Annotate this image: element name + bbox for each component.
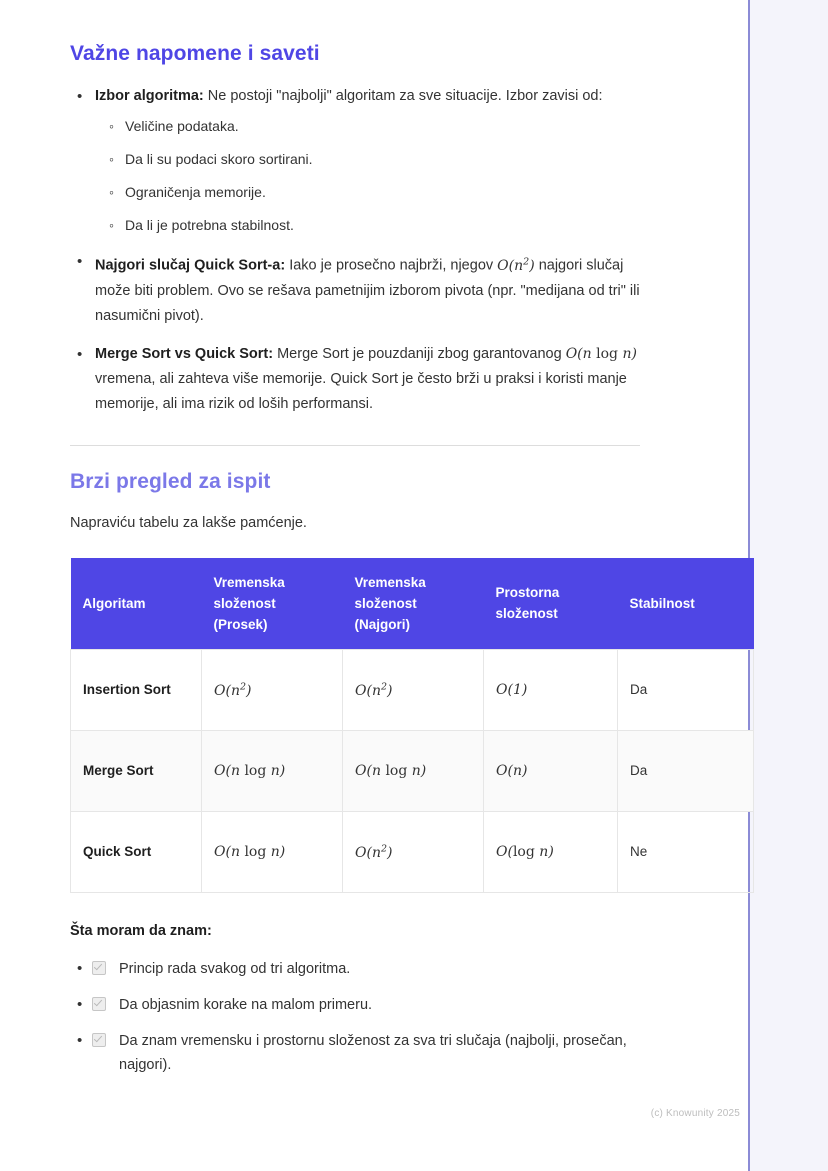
checkbox-icon[interactable] xyxy=(92,961,106,975)
notes-list xyxy=(70,84,640,417)
complexity-formula: O(n log n) xyxy=(565,345,637,362)
must-know-text: Princip rada svakog od tri algoritma. xyxy=(119,960,351,977)
note-lead: Merge Sort vs Quick Sort: xyxy=(95,345,274,362)
list-item xyxy=(92,342,640,417)
section-divider xyxy=(70,445,640,446)
table-row xyxy=(71,730,754,811)
list-item: ◦ Veličine podataka. xyxy=(125,115,640,137)
list-item: ◦ Ograničenja memorije. xyxy=(125,181,640,203)
note-text-before: Iako je prosečno najbrži, njegov xyxy=(285,257,498,274)
right-margin-strip xyxy=(748,0,828,1171)
cell-avg-time: O(n log n) xyxy=(202,730,343,811)
list-item: ◦ Da li je potrebna stabilnost. xyxy=(125,214,640,236)
cell-algorithm: Quick Sort xyxy=(71,811,202,892)
list-item xyxy=(92,84,640,236)
cell-algorithm: Insertion Sort xyxy=(71,649,202,730)
complexity-table xyxy=(70,558,754,893)
column-header-worst-time: Vremenska složenost (Najgori) xyxy=(343,558,484,650)
must-know-title: Šta moram da znam: xyxy=(70,922,212,939)
note-text-after: najgori slučaj može biti problem. Ovo se rešava pametnijim izborom pivota (npr. "medijana od tri" ili nasumični pivot). xyxy=(95,257,640,324)
column-header-stability: Stabilnost xyxy=(618,558,754,650)
list-item xyxy=(92,1029,640,1077)
copyright-footer: (c) Knowunity 2025 xyxy=(650,1108,740,1119)
column-header-avg-time: Vremenska složenost (Prosek) xyxy=(202,558,343,650)
must-know-text: Da objasnim korake na malom primeru. xyxy=(119,996,373,1013)
overview-intro: Napraviću tabelu za lakše pamćenje. xyxy=(70,514,307,531)
table-header-row xyxy=(71,558,754,650)
note-text-before: Merge Sort je pouzdaniji zbog garantovanog xyxy=(273,345,566,362)
cell-stability: Ne xyxy=(618,811,754,892)
note-text: Ne postoji "najbolji" algoritam za sve situacije. Izbor zavisi od: xyxy=(203,88,603,104)
note-lead: Najgori slučaj Quick Sort-a: xyxy=(95,257,286,274)
cell-stability: Da xyxy=(618,730,754,811)
cell-space: O(n) xyxy=(484,730,618,811)
table-row xyxy=(71,811,754,892)
list-item xyxy=(92,249,640,329)
cell-avg-time: $O(n^2)$ xyxy=(202,649,343,730)
cell-space: O(log n) xyxy=(484,811,618,892)
checkbox-icon[interactable] xyxy=(92,1033,106,1047)
cell-avg-time: O(n log n) xyxy=(202,811,343,892)
list-item: ◦ Da li su podaci skoro sortirani. xyxy=(125,148,640,170)
column-header-space: Prostorna složenost xyxy=(484,558,618,650)
list-item xyxy=(92,993,640,1017)
list-item xyxy=(92,957,640,981)
notes-sublist xyxy=(95,115,640,236)
note-text-after: vremena, ali zahteva više memorije. Quick Sort je često brži u praksi i koristi manje memorije, ali ima rizik od loših performansi. xyxy=(95,370,627,412)
cell-space: O(1) xyxy=(484,649,618,730)
cell-algorithm: Merge Sort xyxy=(71,730,202,811)
notes-section-title: Važne napomene i saveti xyxy=(70,42,320,65)
document-content xyxy=(70,30,695,1089)
overview-section-title: Brzi pregled za ispit xyxy=(70,469,271,493)
cell-worst-time: O(n log n) xyxy=(343,730,484,811)
table-row xyxy=(71,649,754,730)
must-know-list xyxy=(70,957,640,1077)
must-know-text: Da znam vremensku i prostornu složenost za sva tri slučaja (najbolji, prosečan, najgori). xyxy=(119,1032,627,1073)
column-header-algorithm: Algoritam xyxy=(71,558,202,650)
complexity-formula: $O(n^2)$ xyxy=(497,256,535,274)
cell-worst-time: $O(n^2)$ xyxy=(343,649,484,730)
checkbox-icon[interactable] xyxy=(92,997,106,1011)
cell-stability: Da xyxy=(618,649,754,730)
cell-worst-time: $O(n^2)$ xyxy=(343,811,484,892)
note-lead: Izbor algoritma: xyxy=(95,88,204,104)
